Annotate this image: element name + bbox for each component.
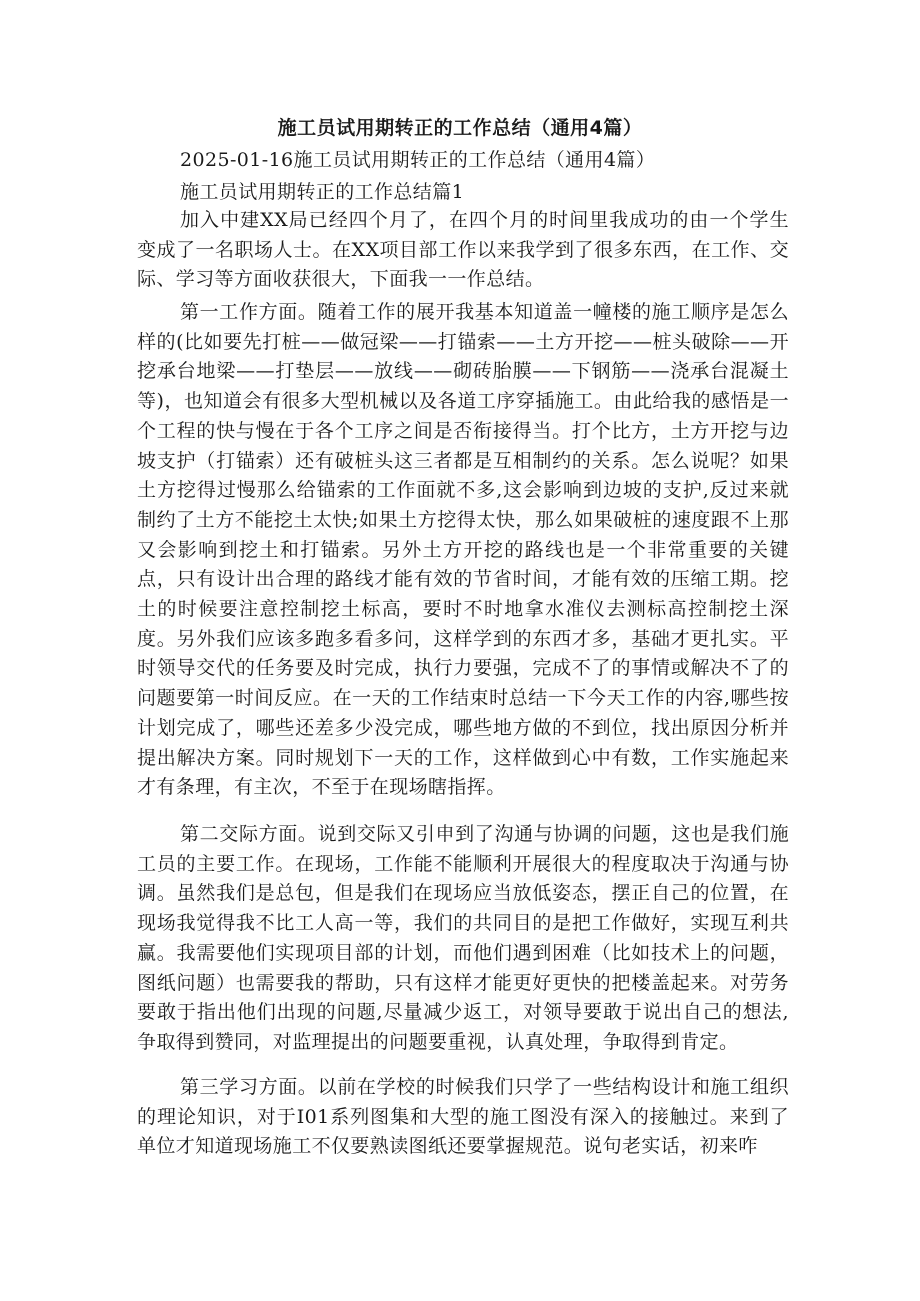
paragraph-communication: 第二交际方面。说到交际又引申到了沟通与协调的问题，这也是我们施工员的主要工作。在现场，工作能不能顺利开展很大的程度取决于沟通与协调。虽然我们是总包，但是我们在现场应当放低姿态，摆正自己的位置，在现场我觉得我不比工人高一等，我们的共同目的是把工作做好，实现互利共赢。我需要他们实现项目部的计划，而他们遇到困难（比如技术上的问题，图纸问题）也需要我的帮助，只有这样才能更好更快的把楼盖起来。对劳务要敢于指出他们出现的问题,尽量减少返工，对领导要敢于说出自己的想法,争取得到赞同，对监理提出的问题要重视，认真处理，争取得到肯定。: [137, 823, 789, 1053]
paragraph-work: 第一工作方面。随着工作的展开我基本知道盖一幢楼的施工顺序是怎么样的(比如要先打桩——做冠梁——打锚索——土方开挖——桩头破除——开挖承台地梁——打垫层——放线——砌砖胎膜——下钢筋——浇承台混凝土等)，也知道会有很多大型机械以及各道工序穿插施工。由此给我的感悟是一个工程的快与慢在于各个工序之间是否衔接得当。打个比方，土方开挖与边坡支护（打锚索）还有破桩头这三者都是互相制约的关系。怎么说呢？如果土方挖得过慢那么给锚索的工作面就不多,这会影响到边坡的支护,反过来就制约了土方不能挖土太快;如果土方挖得太快，那么如果破桩的速度跟不上那又会影响到挖土和打锚索。另外土方开挖的路线也是一个非常重要的关键点，只有设计出合理的路线才能有效的节省时间，才能有效的压缩工期。挖土的时候要注意控制挖土标高，要时不时地拿水准仪去测标高控制挖土深度。另外我们应该多跑多看多问，这样学到的东西才多，基础才更扎实。平时领导交代的任务要及时完成，执行力要强，完成不了的事情或解决不了的问题要第一时间反应。在一天的工作结束时总结一下今天工作的内容,哪些按计划完成了，哪些还差多少没完成，哪些地方做的不到位，找出原因分析并提出解决方案。同时规划下一天的工作，这样做到心中有数，工作实施起来才有条理，有主次，不至于在现场瞎指挥。: [137, 301, 789, 799]
paragraph-intro: 加入中建XX局已经四个月了，在四个月的时间里我成功的由一个学生变成了一名职场人士。在XX项目部工作以来我学到了很多东西，在工作、交际、学习等方面收获很大，下面我一一作总结。: [137, 209, 789, 291]
section-subtitle: 施工员试用期转正的工作总结篇1: [180, 181, 465, 203]
paragraph-study: 第三学习方面。以前在学校的时候我们只学了一些结构设计和施工组织的理论知识，对于I01系列图集和大型的施工图没有深入的接触过。来到了单位才知道现场施工不仅要熟读图纸还要掌握规范。说句老实话，初来咋: [137, 1076, 789, 1158]
document-title: 施工员试用期转正的工作总结（通用4篇）: [277, 117, 643, 139]
publish-date-line: 2025-01-16施工员试用期转正的工作总结（通用4篇）: [180, 149, 656, 171]
